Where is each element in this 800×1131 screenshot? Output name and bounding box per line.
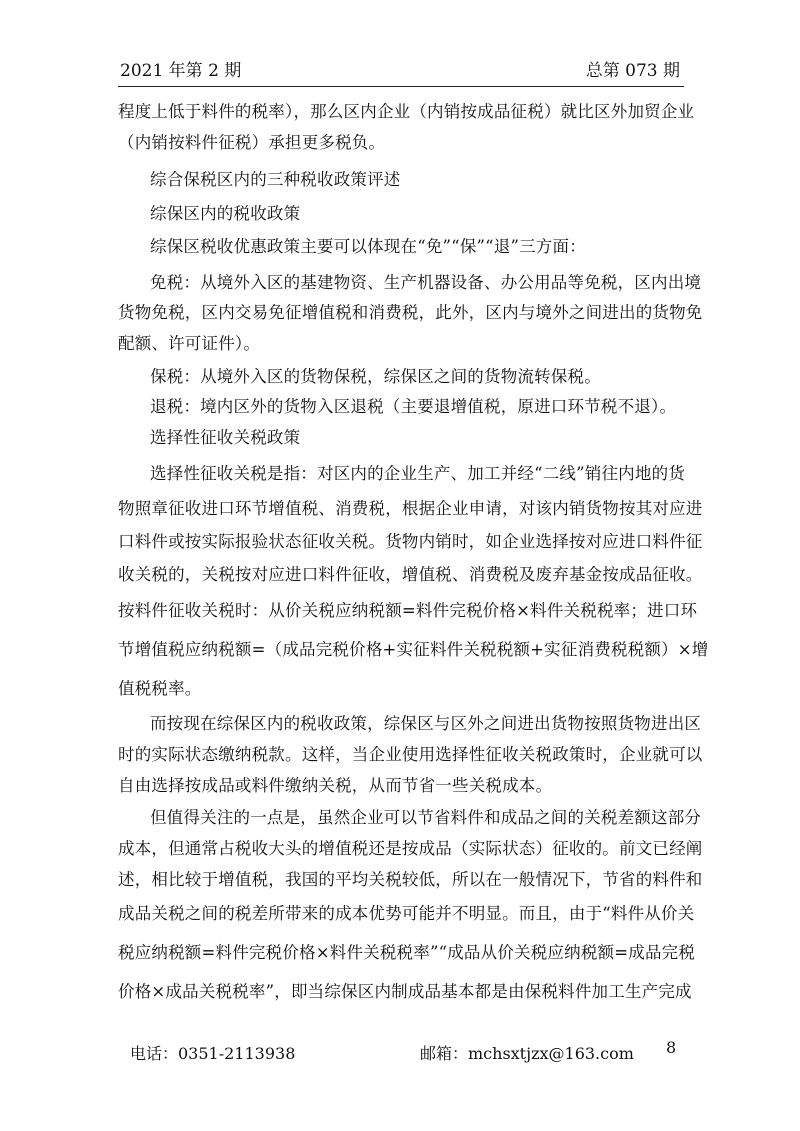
- body-line: 述，相比较于增值税，我国的平均关税较低，所以在一般情况下，节省的料件和: [118, 870, 703, 889]
- body-line: 税应纳税额=料件完税价格×料件关税税率”“成品从价关税应纳税额=成品完税: [118, 943, 696, 962]
- body-line: 节增值税应纳税额=（成品完税价格+实征料件关税税额+实征消费税税额）×增: [118, 640, 709, 659]
- body-line: 而按现在综保区内的税收政策，综保区与区外之间进出货物按照货物进出区: [150, 714, 702, 733]
- body-line: 但值得关注的一点是，虽然企业可以节省料件和成品之间的关税差额这部分: [150, 808, 702, 827]
- subsection-heading: 选择性征收关税政策: [150, 428, 301, 447]
- running-header: [118, 58, 684, 87]
- body-line: 退税：境内区外的货物入区退税（主要退增值税，原进口环节税不退）。: [150, 397, 677, 416]
- body-line: 货物免税，区内交易免征增值税和消费税，此外，区内与境外之间进出的货物免: [118, 303, 703, 322]
- body-line: 口料件或按实际报验状态征收关税。货物内销时，如企业选择按对应进口料件征: [118, 532, 703, 551]
- body-line: 自由选择按成品或料件缴纳关税，从而节省一些关税成本。: [118, 776, 553, 795]
- body-line: 保税：从境外入区的货物保税，综保区之间的货物流转保税。: [150, 367, 601, 386]
- body-line: 免税：从境外入区的基建物资、生产机器设备、办公用品等免税，区内出境: [150, 273, 702, 292]
- body-line: 物照章征收进口环节增值税、消费税，根据企业申请，对该内销货物按其对应进: [118, 499, 703, 518]
- body-line: 配额、许可证件）。: [118, 334, 261, 353]
- total-issue-label: 总第 073 期: [585, 61, 680, 81]
- footer-phone: 电话：0351-2113938: [130, 1044, 296, 1063]
- body-line: 程度上低于料件的税率），那么区内企业（内销按成品征税）就比区外加贸企业: [118, 102, 695, 121]
- body-line: 收关税的，关税按对应进口料件征收，增值税、消费税及废弃基金按成品征收。: [118, 565, 703, 584]
- subsection-heading: 综保区内的税收政策: [150, 204, 301, 223]
- body-line: 价格×成品关税税率”，即当综保区内制成品基本都是由保税料件加工生产完成: [118, 982, 692, 1001]
- body-line: 成品关税之间的税差所带来的成本优势可能并不明显。而且，由于“料件从价关: [118, 904, 695, 923]
- body-line: 按料件征收关税时：从价关税应纳税额=料件完税价格×料件关税税率；进口环: [118, 601, 698, 620]
- body-line: 选择性征收关税是指：对区内的企业生产、加工并经“二线”销往内地的货: [150, 464, 685, 483]
- issue-label: 2021 年第 2 期: [120, 61, 242, 81]
- body-line: 时的实际状态缴纳税款。这样，当企业使用选择性征收关税政策时，企业就可以: [118, 745, 703, 764]
- body-line: （内销按料件征税）承担更多税负。: [118, 133, 386, 152]
- section-heading: 综合保税区内的三种税收政策评述: [150, 170, 401, 189]
- body-line: 成本，但通常占税收大头的增值税还是按成品（实际状态）征收的。前文已经阐: [118, 839, 703, 858]
- footer-email: 邮箱：mchsxtjzx@163.com: [420, 1044, 634, 1063]
- page-number: 8: [666, 1038, 677, 1057]
- body-line: 值税税率。: [118, 679, 202, 698]
- body-line: 综保区税收优惠政策主要可以体现在“免”“保”“退”三方面：: [150, 237, 586, 256]
